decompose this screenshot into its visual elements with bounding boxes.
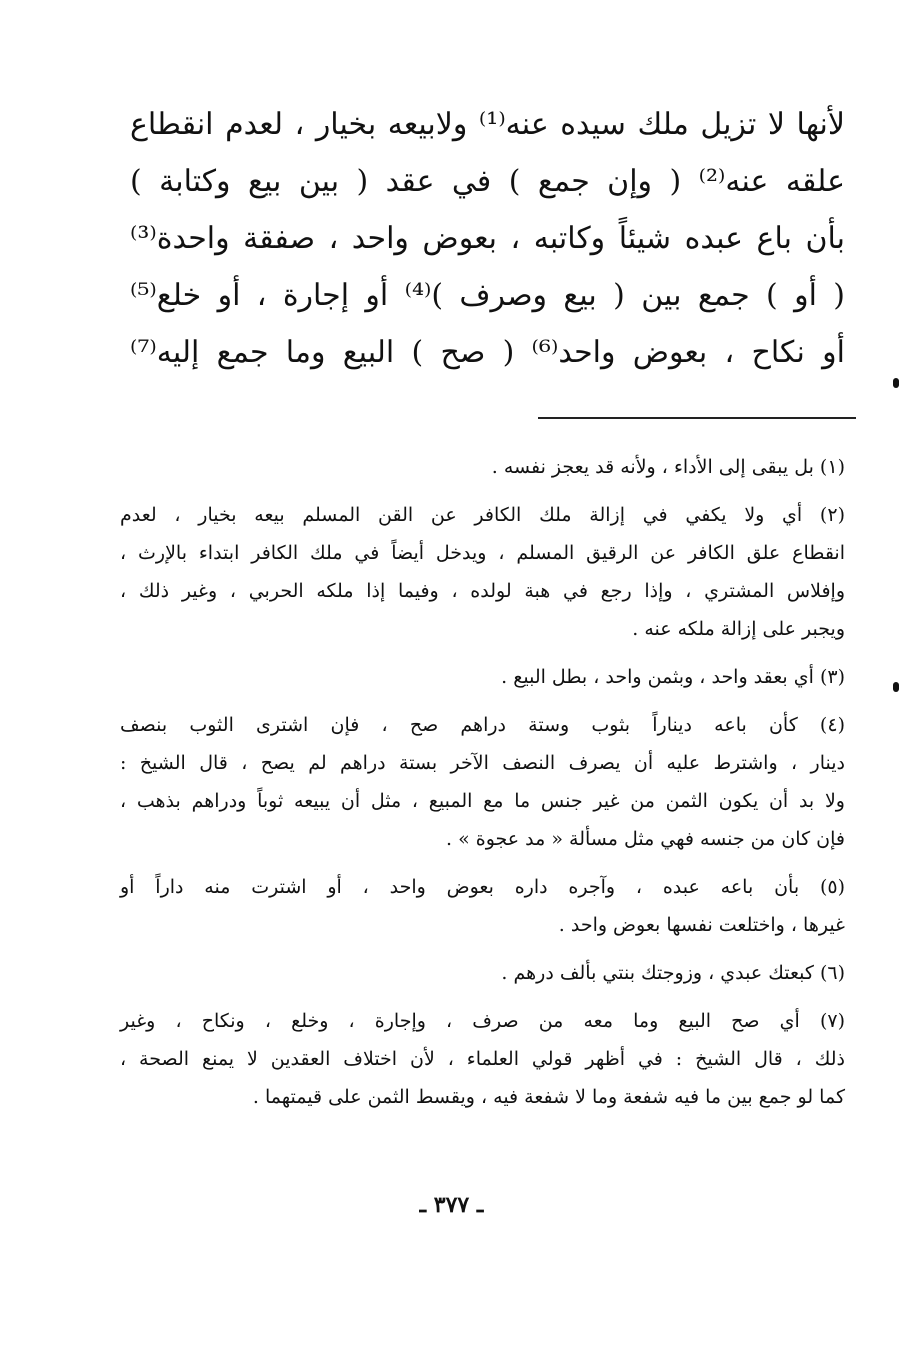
footnote-line: ذلك ، قال الشيخ : في أظهر قولي العلماء ، لأن اختلاف العقدين لا يمنع الصحة ، — [120, 1048, 845, 1070]
footnote-line: فإن كان من جنسه فهي مثل مسألة « مد عجوة » . — [446, 828, 845, 850]
footnote-separator — [538, 417, 856, 419]
footnote-line: (٥) بأن باعه عبده ، وآجره داره بعوض واحد ، أو اشترت منه داراً أو — [120, 876, 845, 898]
footnote-line: غيرها ، واختلعت نفسها بعوض واحد . — [558, 914, 845, 936]
footnote-2 — [120, 496, 845, 648]
footnote-line: (٤) كأن باعه ديناراً بثوب وستة دراهم صح ، فإن اشترى الثوب بنصف — [120, 714, 845, 736]
footnote-line: (٧) أي صح البيع وما معه من صرف ، وإجارة ، وخلع ، ونكاح ، وغير — [120, 1010, 845, 1032]
main-text-line: بأن باع عبده شيئاً وكاتبه ، بعوض واحد ، صفقة واحدة⁽³⁾ — [130, 221, 845, 256]
footnote-3 — [120, 658, 845, 696]
footnote-line: ويجبر على إزالة ملكه عنه . — [632, 618, 845, 640]
footnote-6 — [120, 954, 845, 992]
margin-mark — [893, 682, 899, 692]
main-text-line: أو نكاح ، بعوض واحد⁽⁶⁾ ( صح ) البيع وما جمع إليه⁽⁷⁾ — [130, 335, 845, 370]
footnote-line: وإفلاس المشتري ، وإذا رجع في هبة لولده ، وفيما إذا ملكه الحربي ، وغير ذلك ، — [120, 580, 845, 602]
main-text-line: ( أو ) جمع بين ( بيع وصرف )⁽⁴⁾ أو إجارة ، أو خلع⁽⁵⁾ — [130, 278, 845, 313]
footnote-1 — [120, 448, 845, 486]
footnote-line: (١) بل يبقى إلى الأداء ، ولأنه قد يعجز نفسه . — [491, 456, 845, 478]
footnote-line: ولا بد أن يكون الثمن من غير جنس ما مع المبيع ، مثل أن يبيعه ثوباً ودراهم بذهب ، — [120, 790, 845, 812]
main-text-block — [130, 96, 845, 381]
margin-mark — [893, 378, 899, 388]
footnote-4 — [120, 706, 845, 858]
footnote-line: (٣) أي بعقد واحد ، وبثمن واحد ، بطل البيع . — [501, 666, 845, 688]
footnote-5 — [120, 868, 845, 944]
page-number: ـ ٣٧٧ ـ — [419, 1192, 484, 1218]
footnote-line: دينار ، واشترط عليه أن يصرف النصف الآخر بستة دراهم لم يصح ، قال الشيخ : — [120, 752, 845, 774]
footnote-7 — [120, 1002, 845, 1116]
footnote-line: انقطاع علق الكافر عن الرقيق المسلم ، ويدخل أيضاً في ملك الكافر ابتداء بالإرث ، — [120, 542, 845, 564]
footnotes-block — [120, 448, 845, 1116]
footnote-line: (٢) أي ولا يكفي في إزالة ملك الكافر عن القن المسلم بيعه بخيار ، لعدم — [120, 504, 845, 526]
footnote-line: كما لو جمع بين ما فيه شفعة وما لا شفعة فيه ، ويقسط الثمن على قيمتهما . — [252, 1086, 845, 1108]
footnote-line: (٦) كبعتك عبدي ، وزوجتك بنتي بألف درهم . — [501, 962, 845, 984]
main-text-line: لأنها لا تزيل ملك سيده عنه⁽¹⁾ ولابيعه بخيار ، لعدم انقطاع — [130, 107, 845, 142]
main-text-line: علقه عنه⁽²⁾ ( وإن جمع ) في عقد ( بين بيع وكتابة ) — [130, 164, 845, 199]
